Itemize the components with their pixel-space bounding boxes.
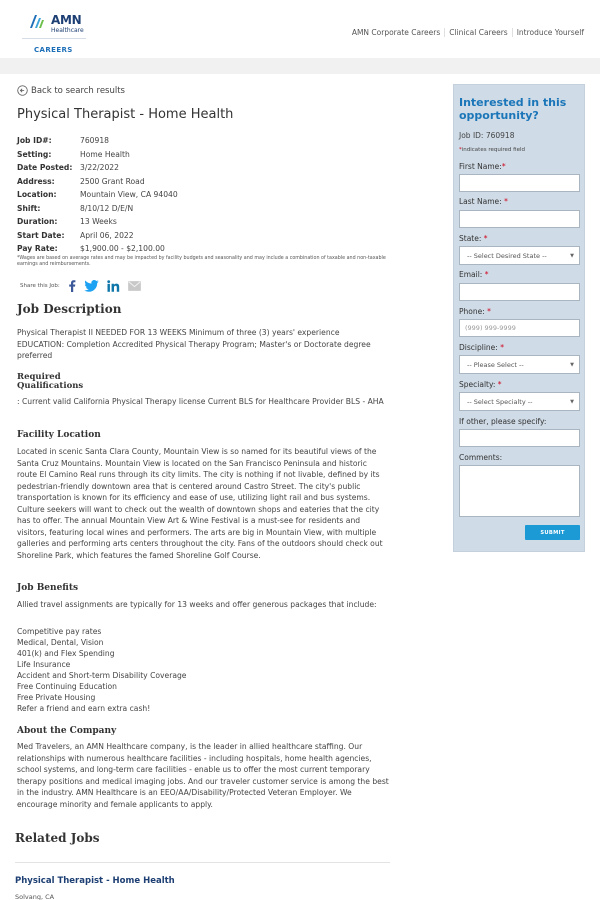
detail-value: Home Health: [80, 149, 130, 159]
nav-clinical-careers[interactable]: Clinical Careers: [444, 28, 511, 37]
linkedin-icon[interactable]: [107, 280, 120, 292]
first-name-label-text: First Name:: [459, 162, 502, 171]
detail-value: 13 Weeks: [80, 217, 117, 227]
detail-label: Date Posted:: [17, 163, 73, 173]
detail-label: Job ID#:: [17, 136, 52, 146]
qualifications-text: : Current valid California Physical Therapy license Current BLS for Healthcare Provider BLS - AHA: [17, 397, 384, 406]
site-header: [0, 0, 600, 58]
form-title: Interested in this opportunity?: [459, 96, 567, 122]
job-description-text: Physical Therapist II NEEDED FOR 13 WEEKS Minimum of three (3) years' experience EDUCATION: Completion Accredited Physical Therapy Program; Master's or Doctorate degree preferred: [17, 328, 371, 360]
phone-placeholder: (999) 999-9999: [465, 324, 516, 332]
nav-introduce-yourself[interactable]: Introduce Yourself: [512, 28, 588, 37]
related-divider: [15, 862, 390, 863]
facility-location-heading: Facility Location: [17, 430, 101, 440]
amn-careers-logo[interactable]: [22, 10, 86, 56]
email-label-text: Email:: [459, 270, 483, 279]
state-select[interactable]: [459, 246, 580, 265]
detail-row: [17, 242, 178, 256]
detail-row: [17, 188, 178, 202]
list-item: Competitive pay rates: [17, 627, 102, 636]
last-name-input[interactable]: [459, 210, 580, 228]
detail-row: [17, 134, 178, 148]
required-star: *: [484, 270, 489, 279]
logo-careers: CAREERS: [34, 46, 73, 54]
state-select-value: -- Select Desired State --: [467, 251, 547, 260]
nav-corporate-careers[interactable]: AMN Corporate Careers: [351, 28, 441, 37]
list-item: Medical, Dental, Vision: [17, 638, 104, 647]
detail-label: Duration:: [17, 217, 58, 227]
about-company-heading: About the Company: [17, 726, 117, 736]
back-arrow-icon: [17, 85, 28, 96]
chevron-down-icon: ▼: [570, 362, 574, 368]
discipline-select[interactable]: [459, 355, 580, 374]
form-job-id: Job ID: 760918: [459, 131, 515, 140]
state-label-text: State:: [459, 234, 482, 243]
discipline-label: [459, 343, 504, 352]
required-star: *: [487, 307, 491, 316]
state-label: [459, 234, 488, 243]
share-bar: [20, 280, 149, 292]
required-star: *: [483, 234, 488, 243]
list-item: Accident and Short-term Disability Coverage: [17, 671, 187, 680]
detail-row: [17, 148, 178, 162]
detail-label: Location:: [17, 190, 57, 200]
detail-row: [17, 229, 178, 243]
detail-label: Address:: [17, 176, 55, 186]
detail-value: $1,900.00 - $2,100.00: [80, 244, 165, 254]
phone-label: [459, 307, 491, 316]
other-specialty-label: If other, please specify:: [459, 417, 547, 426]
required-note-text: indicates required field: [461, 147, 525, 153]
qualifications-heading-line2: Qualifications: [17, 381, 84, 391]
detail-row: [17, 175, 178, 189]
job-details: [17, 134, 178, 256]
email-label: [459, 270, 488, 279]
specialty-label-text: Specialty:: [459, 380, 496, 389]
discipline-select-value: -- Please Select --: [467, 360, 524, 369]
first-name-input[interactable]: [459, 174, 580, 192]
detail-row: [17, 161, 178, 175]
detail-value: April 06, 2022: [80, 230, 134, 240]
detail-label: Shift:: [17, 203, 41, 213]
required-star: *: [459, 147, 462, 153]
comments-textarea[interactable]: [459, 465, 580, 517]
twitter-icon[interactable]: [84, 280, 99, 292]
application-form: [453, 84, 585, 552]
logo-brand: AMN: [51, 13, 82, 27]
detail-label: Setting:: [17, 149, 52, 159]
discipline-label-text: Discipline:: [459, 343, 498, 352]
detail-label: Pay Rate:: [17, 244, 58, 254]
benefits-list: [17, 626, 186, 714]
detail-value: Mountain View, CA 94040: [80, 190, 178, 200]
facebook-icon[interactable]: [68, 280, 76, 292]
amn-logo-icon: [28, 13, 46, 29]
other-specialty-input[interactable]: [459, 429, 580, 447]
list-item: Free Continuing Education: [17, 682, 117, 691]
detail-value: 8/10/12 D/E/N: [80, 203, 134, 213]
required-note: [459, 147, 525, 153]
required-star: *: [501, 162, 506, 171]
detail-value: 2500 Grant Road: [80, 176, 145, 186]
detail-value: 760918: [80, 136, 109, 146]
detail-label: Start Date:: [17, 230, 65, 240]
phone-input[interactable]: [459, 319, 580, 337]
qualifications-heading-line1: Required: [17, 372, 61, 382]
job-benefits-heading: Job Benefits: [17, 583, 79, 593]
related-job-link[interactable]: Physical Therapist - Home Health: [15, 876, 175, 886]
header-divider-bar: [0, 58, 600, 74]
back-label: Back to search results: [31, 85, 125, 96]
facility-location-text: Located in scenic Santa Clara County, Mountain View is so named for its beautiful views of the Santa Cruz Mountains. Mountain View is located on the San Francisco Peninsula and historic route El Camino Real runs through its city limits. The city is nothing if not livable, defined by its pedestrian-friendly downtown area that is centered around Castro Street. The city's public transportation is known for its efficiency and ease of use, utilizing light rail and bus systems. Culture seekers will want to check out the wealth of downtown shops and eateries that the city has to offer. The annual Mountain View Art & Wine Festival is a must-see for residents and visitors, featuring local wines and performers. The arts are big in Mountain View, with multiple galleries and performing arts centers throughout the city. Fans of the outdoors should check out Shoreline Park, which features the famed Shoreline Golf Course.: [17, 447, 383, 560]
list-item: Free Private Housing: [17, 693, 96, 702]
detail-row: [17, 202, 178, 216]
required-star: *: [500, 343, 504, 352]
job-title: Physical Therapist - Home Health: [17, 107, 234, 122]
chevron-down-icon: ▼: [570, 253, 574, 259]
email-input[interactable]: [459, 283, 580, 301]
logo-divider: [22, 38, 86, 39]
about-company-text: Med Travelers, an AMN Healthcare company, is the leader in allied healthcare staffing. Our relationships with numerous healthcare facilities - including hospitals, home health agencies, school systems, and long-term care facilities - enable us to offer the most current temporary therapy positions and medical imaging jobs. And our traveler customer service is among the best in the industry. AMN Healthcare is an EEO/AA/Disability/Protected Veteran Employer. We encourage minority and female applicants to apply.: [17, 742, 389, 809]
detail-row: [17, 215, 178, 229]
related-job-location: Solvang, CA: [15, 893, 55, 900]
submit-button[interactable]: SUBMIT: [525, 525, 580, 540]
related-jobs-heading: Related Jobs: [15, 831, 100, 845]
specialty-label: [459, 380, 502, 389]
job-benefits-intro: Allied travel assignments are typically for 13 weeks and offer generous packages that include:: [17, 600, 377, 609]
wage-disclaimer: *Wages are based on average rates and may be impacted by facility budgets and seasonality and may include a combination of taxable and non-taxable earnings and reimbursements.: [17, 256, 386, 268]
list-item: 401(k) and Flex Spending: [17, 649, 115, 658]
detail-value: 3/22/2022: [80, 163, 119, 173]
required-star: *: [504, 197, 508, 206]
back-to-search-link[interactable]: [17, 85, 125, 96]
specialty-select-value: -- Select Specialty --: [467, 397, 533, 406]
last-name-label-text: Last Name:: [459, 197, 502, 206]
first-name-label: [459, 162, 506, 171]
list-item: Life Insurance: [17, 660, 71, 669]
chevron-down-icon: ▼: [570, 399, 574, 405]
top-navigation: [348, 28, 588, 37]
required-star: *: [497, 380, 502, 389]
list-item: Refer a friend and earn extra cash!: [17, 704, 151, 713]
share-label: Share this Job:: [20, 283, 60, 289]
specialty-select[interactable]: [459, 392, 580, 411]
job-description-heading: Job Description: [17, 302, 122, 316]
last-name-label: [459, 197, 508, 206]
phone-label-text: Phone:: [459, 307, 485, 316]
logo-sub: Healthcare: [51, 27, 84, 34]
email-share-icon[interactable]: [128, 281, 141, 291]
comments-label: Comments:: [459, 453, 503, 462]
